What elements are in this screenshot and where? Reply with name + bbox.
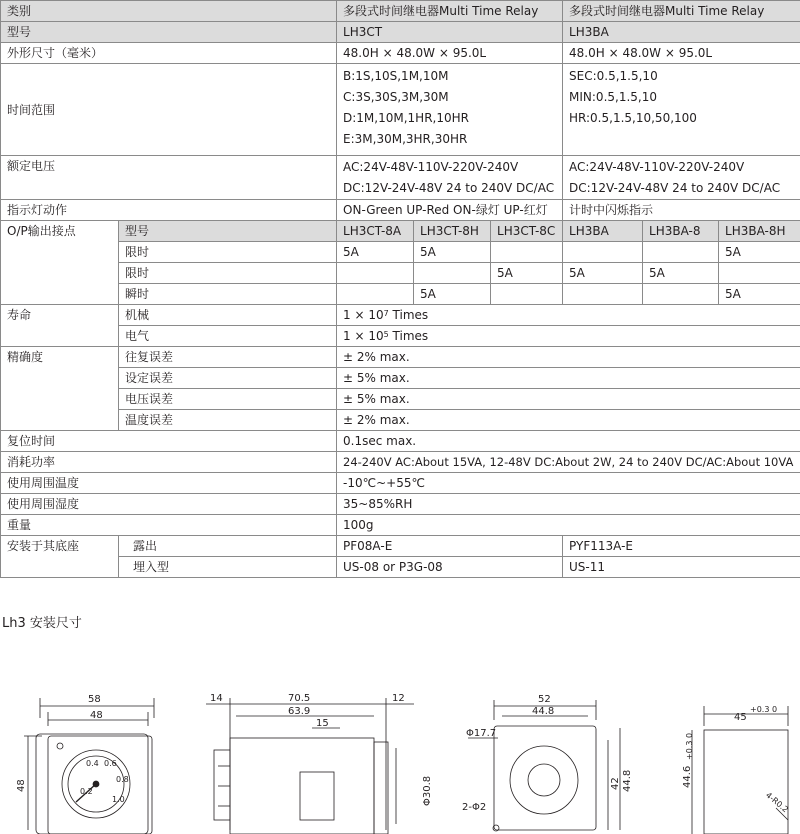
side-view-drawing [200,690,433,834]
side-body: 63.9 [288,706,311,717]
amb-temp-value: -10℃~+55℃ [337,473,800,494]
output-cell [643,284,719,305]
row-accuracy-2 [1,368,800,389]
accuracy-value: ± 5% max. [337,368,800,389]
time-range-ba-min: MIN:0.5,1.5,10 [569,90,657,104]
front-view-drawing [16,690,170,834]
accuracy-row-label: 电压误差 [119,389,337,410]
model-ba: LH3BA [563,22,800,43]
voltage-ba [563,156,800,200]
row-amb-humidity [1,494,800,515]
weight-label: 重量 [1,515,337,536]
row-size [1,43,800,64]
output-model: LH3BA-8H [719,221,800,242]
output-cell [337,284,414,305]
time-range-ct-c: C:3S,30S,3M,30M [343,90,449,104]
life-mech-base: 1 × 10 [343,308,384,322]
life-elec-value [337,326,800,347]
socket-mount: 2-Φ2 [462,802,487,813]
time-range-ct-d: D:1M,10M,1HR,10HR [343,111,469,125]
row-socket-embedded [1,557,800,578]
output-cell: 5A [563,263,643,284]
life-mech-label: 机械 [119,305,337,326]
side-total: 70.5 [288,693,311,704]
socket-embedded-ba: US-11 [563,557,800,578]
output-label: O/P输出接点 [1,221,119,305]
life-elec-unit: Times [388,329,429,343]
accuracy-row-label: 往复误差 [119,347,337,368]
cutout-radius: 4-R0.2 [764,790,790,815]
row-power [1,452,800,473]
output-cell [337,263,414,284]
voltage-ba-ac: AC:24V-48V-110V-220V-240V [569,159,745,174]
output-row-label: 限时 [119,263,337,284]
socket-width-inner: 44.8 [532,706,555,717]
accuracy-value: ± 2% max. [337,410,800,431]
dimension-drawings [0,690,800,834]
row-amb-temp [1,473,800,494]
life-elec-label: 电气 [119,326,337,347]
output-cell [563,242,643,263]
dial-mark: 0.2 [80,787,93,796]
output-model: LH3CT-8H [414,221,491,242]
output-cell [719,263,800,284]
model-ct: LH3CT [337,22,563,43]
accuracy-value: ± 2% max. [337,347,800,368]
cutout-height: 44.6 [682,765,693,788]
reset-time-label: 复位时间 [1,431,337,452]
row-life-elec [1,326,800,347]
row-output-1 [1,242,800,263]
indicator-label: 指示灯动作 [1,200,337,221]
reset-time-value: 0.1sec max. [337,431,800,452]
row-accuracy-1 [1,347,800,368]
cutout-height-tol: +0.3 0 [685,732,694,760]
cutout-width-tol: +0.3 0 [750,705,778,714]
socket-height-inner: 42 [610,777,621,790]
socket-width-outer: 52 [538,694,551,705]
dial-mark: 0.6 [104,759,117,768]
accuracy-value: ± 5% max. [337,389,800,410]
header-label: 类别 [1,1,337,22]
output-model: LH3CT-8C [491,221,563,242]
weight-value: 100g [337,515,800,536]
output-cell: 5A [719,284,800,305]
front-width-outer: 58 [88,694,101,705]
socket-exposed-ct: PF08A-E [337,536,563,557]
indicator-ct: ON-Green UP-Red ON-绿灯 UP-红灯 [337,200,563,221]
row-output-3 [1,284,800,305]
output-model-label: 型号 [119,221,337,242]
life-mech-value [337,305,800,326]
time-range-ct [337,64,563,156]
voltage-label: 额定电压 [1,156,337,200]
row-reset-time [1,431,800,452]
side-left: 14 [210,693,223,704]
socket-view-drawing [458,690,633,834]
cutout-drawing [672,690,800,834]
output-row-label: 限时 [119,242,337,263]
amb-humidity-value: 35~85%RH [337,494,800,515]
output-cell: 5A [491,263,563,284]
time-range-ba [563,64,800,156]
dial-mark: 0.4 [86,759,99,768]
accuracy-row-label: 温度误差 [119,410,337,431]
row-accuracy-3 [1,389,800,410]
accuracy-row-label: 设定误差 [119,368,337,389]
header-col-ba: 多段式时间继电器Multi Time Relay [563,1,800,22]
side-diameter: Φ30.8 [422,775,433,806]
side-clip: 15 [316,718,329,729]
row-output-2 [1,263,800,284]
life-elec-base: 1 × 10 [343,329,384,343]
socket-embedded-label: 埋入型 [119,557,337,578]
time-range-ba-sec: SEC:0.5,1.5,10 [569,69,658,83]
cutout-width: 45 [734,712,747,723]
time-range-ba-hr: HR:0.5,1.5,10,50,100 [569,111,697,125]
life-mech-exp: 7 [383,309,389,318]
life-label: 寿命 [1,305,119,347]
row-accuracy-4 [1,410,800,431]
amb-humidity-label: 使用周围湿度 [1,494,337,515]
socket-embedded-ct: US-08 or P3G-08 [337,557,563,578]
row-indicator [1,200,800,221]
size-ba: 48.0H × 48.0W × 95.0L [563,43,800,64]
time-range-label: 时间范围 [1,64,337,156]
output-model: LH3BA-8 [643,221,719,242]
output-model: LH3CT-8A [337,221,414,242]
row-socket-exposed [1,536,800,557]
row-output-models [1,221,800,242]
life-elec-exp: 5 [383,330,389,339]
row-voltage [1,156,800,200]
dial-mark: 0.8 [116,775,129,784]
side-right: 12 [392,693,405,704]
socket-exposed-ba: PYF113A-E [563,536,800,557]
row-time-range [1,64,800,156]
row-header [1,1,800,22]
row-model [1,22,800,43]
voltage-ct-ac: AC:24V-48V-110V-220V-240V [343,159,519,174]
section-title: Lh3 安装尺寸 [2,616,82,631]
socket-hole: Φ17.7 [466,728,497,739]
output-cell [643,242,719,263]
size-label: 外形尺寸（毫米） [1,43,337,64]
socket-height-outer: 44.8 [622,769,633,792]
output-cell: 5A [643,263,719,284]
output-cell [491,284,563,305]
output-model: LH3BA [563,221,643,242]
time-range-ct-b: B:1S,10S,1M,10M [343,69,449,83]
accuracy-label: 精确度 [1,347,119,431]
output-cell: 5A [414,242,491,263]
output-cell [491,242,563,263]
output-cell: 5A [337,242,414,263]
output-cell [563,284,643,305]
indicator-ba: 计时中闪烁指示 [563,200,800,221]
front-width-inner: 48 [90,710,103,721]
header-col-ct: 多段式时间继电器Multi Time Relay [337,1,563,22]
model-label: 型号 [1,22,337,43]
voltage-ba-dc: DC:12V-24V-48V 24 to 240V DC/AC [569,180,781,195]
socket-label: 安装于其底座 [1,536,119,578]
power-label: 消耗功率 [1,452,337,473]
size-ct: 48.0H × 48.0W × 95.0L [337,43,563,64]
voltage-ct [337,156,563,200]
output-row-label: 瞬时 [119,284,337,305]
front-height: 48 [16,779,27,792]
life-mech-unit: Times [388,308,429,322]
row-life-mech [1,305,800,326]
output-cell: 5A [414,284,491,305]
dial-mark: 1.0 [112,795,125,804]
time-range-ct-e: E:3M,30M,3HR,30HR [343,132,468,146]
power-value: 24-240V AC:About 15VA, 12-48V DC:About 2W, 24 to 240V DC/AC:About 10VA [337,452,800,473]
output-cell [414,263,491,284]
socket-exposed-label: 露出 [119,536,337,557]
row-weight [1,515,800,536]
output-cell: 5A [719,242,800,263]
voltage-ct-dc: DC:12V-24V-48V 24 to 240V DC/AC [343,180,555,195]
amb-temp-label: 使用周围温度 [1,473,337,494]
